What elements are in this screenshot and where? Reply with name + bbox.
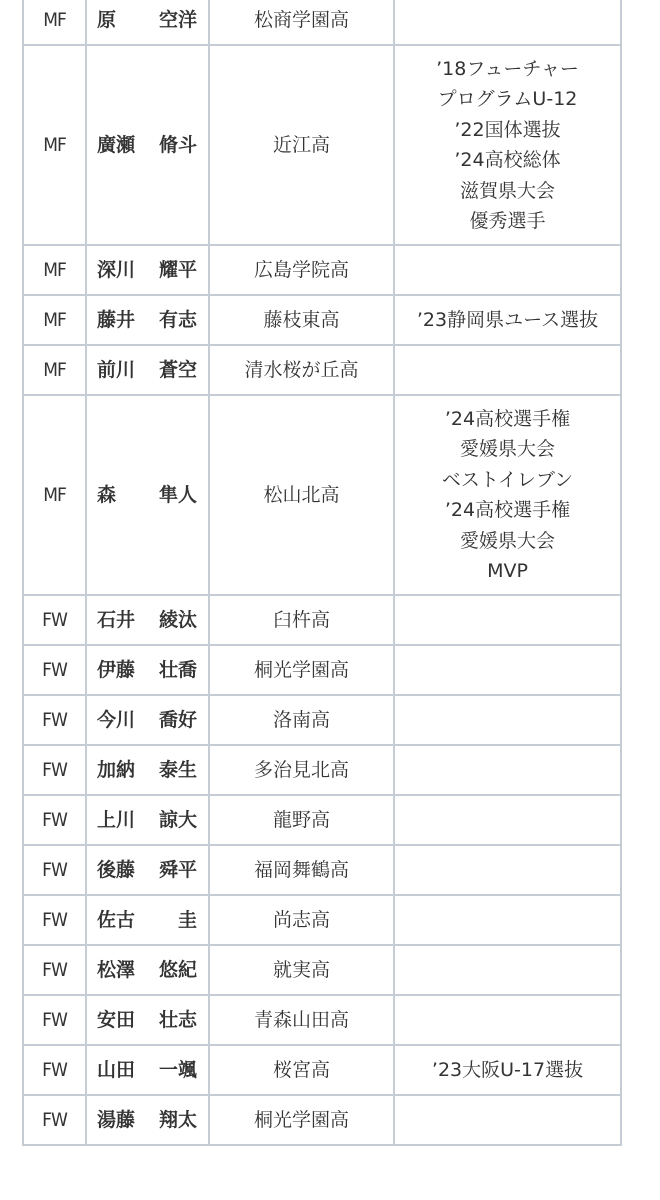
player-name-cell	[86, 695, 209, 745]
player-given-name: 壮喬	[158, 658, 197, 681]
notes-cell	[394, 845, 621, 895]
table-row	[23, 245, 621, 295]
player-given-name: 脩斗	[158, 133, 197, 156]
note-line: ベストイレブン	[441, 468, 574, 491]
notes-cell	[394, 595, 621, 645]
table-row	[23, 595, 621, 645]
player-name-cell	[86, 745, 209, 795]
player-name-cell	[86, 295, 209, 345]
player-name-cell	[86, 395, 209, 595]
player-given-name: 喬好	[158, 708, 197, 731]
table-row	[23, 395, 621, 595]
player-family-name: 松澤	[97, 958, 136, 981]
note-line: ’23大阪U-17選抜	[431, 1058, 584, 1081]
player-given-name: 空洋	[158, 8, 197, 31]
position-cell: FW	[23, 695, 86, 745]
position-cell: FW	[23, 995, 86, 1045]
table-row	[23, 895, 621, 945]
player-given-name: 綾汰	[158, 608, 197, 631]
table-row	[23, 645, 621, 695]
player-family-name: 後藤	[97, 858, 136, 881]
notes-cell	[394, 345, 621, 395]
player-name-cell	[86, 645, 209, 695]
position-cell: FW	[23, 945, 86, 995]
player-name-cell	[86, 1095, 209, 1145]
table-row	[23, 695, 621, 745]
player-family-name: 前川	[97, 358, 136, 381]
player-given-name: 壮志	[158, 1008, 197, 1031]
position-cell: MF	[23, 345, 86, 395]
notes-cell	[394, 995, 621, 1045]
player-family-name: 原	[97, 8, 117, 31]
player-family-name: 佐古	[97, 908, 136, 931]
player-roster-table	[22, 0, 622, 1146]
note-line: ’22国体選抜	[454, 118, 561, 141]
player-given-name: 隼人	[158, 483, 197, 506]
player-name-cell	[86, 45, 209, 245]
note-line: ’24高校選手権	[444, 407, 571, 430]
table-row	[23, 945, 621, 995]
school-cell: 福岡舞鶴高	[209, 845, 394, 895]
player-family-name: 加納	[97, 758, 136, 781]
table-row	[23, 1095, 621, 1145]
table-row	[23, 1045, 621, 1095]
player-family-name: 深川	[97, 258, 136, 281]
player-given-name: 翔太	[158, 1108, 197, 1131]
position-cell: FW	[23, 1095, 86, 1145]
player-name-cell	[86, 945, 209, 995]
table-row	[23, 345, 621, 395]
school-cell: 松商学園高	[209, 0, 394, 45]
school-cell: 龍野高	[209, 795, 394, 845]
school-cell: 広島学院高	[209, 245, 394, 295]
school-cell: 桐光学園高	[209, 1095, 394, 1145]
note-line: MVP	[487, 560, 528, 582]
position-cell: FW	[23, 895, 86, 945]
player-name-cell	[86, 845, 209, 895]
player-family-name: 山田	[97, 1058, 136, 1081]
notes-cell	[394, 895, 621, 945]
player-family-name: 森	[97, 483, 117, 506]
player-family-name: 藤井	[97, 308, 136, 331]
note-line: 愛媛県大会	[459, 438, 555, 460]
note-line: プログラムU-12	[437, 88, 578, 110]
player-given-name: 舜平	[158, 858, 197, 881]
player-given-name: 悠紀	[158, 958, 197, 981]
notes-cell	[394, 695, 621, 745]
player-family-name: 今川	[97, 708, 136, 731]
notes-cell	[394, 395, 621, 595]
position-cell: FW	[23, 645, 86, 695]
school-cell: 桐光学園高	[209, 645, 394, 695]
player-family-name: 伊藤	[97, 658, 136, 681]
school-cell: 松山北高	[209, 395, 394, 595]
school-cell: 尚志高	[209, 895, 394, 945]
school-cell: 清水桜が丘高	[209, 345, 394, 395]
position-cell: MF	[23, 245, 86, 295]
school-cell: 青森山田高	[209, 995, 394, 1045]
position-cell: MF	[23, 395, 86, 595]
player-given-name: 有志	[158, 308, 197, 331]
player-given-name: 諒大	[158, 808, 197, 831]
player-name-cell	[86, 895, 209, 945]
school-cell: 藤枝東高	[209, 295, 394, 345]
note-line: ’24高校選手権	[444, 499, 571, 521]
player-name-cell	[86, 995, 209, 1045]
position-cell: MF	[23, 45, 86, 245]
notes-cell	[394, 295, 621, 345]
school-cell: 臼杵高	[209, 595, 394, 645]
school-cell: 就実高	[209, 945, 394, 995]
note-line: 愛媛県大会	[459, 529, 555, 552]
position-cell: MF	[23, 295, 86, 345]
player-family-name: 安田	[97, 1008, 136, 1031]
table-row	[23, 845, 621, 895]
position-cell: FW	[23, 745, 86, 795]
notes-cell	[394, 0, 621, 45]
table-row	[23, 295, 621, 345]
notes-cell	[394, 945, 621, 995]
note-line: ’18フューチャー	[436, 57, 579, 80]
notes-cell	[394, 745, 621, 795]
position-cell: FW	[23, 1045, 86, 1095]
school-cell: 桜宮高	[209, 1045, 394, 1095]
table-row	[23, 995, 621, 1045]
position-cell: FW	[23, 795, 86, 845]
table-row	[23, 795, 621, 845]
notes-cell	[394, 1095, 621, 1145]
player-name-cell	[86, 1045, 209, 1095]
player-given-name: 泰生	[158, 758, 197, 781]
note-line: ’23静岡県ユース選抜	[416, 308, 599, 331]
notes-cell	[394, 645, 621, 695]
notes-cell	[394, 795, 621, 845]
note-line: 優秀選手	[469, 210, 546, 232]
position-cell: FW	[23, 595, 86, 645]
table-row	[23, 745, 621, 795]
table-row	[23, 45, 621, 245]
table-row	[23, 0, 621, 45]
note-line: 滋賀県大会	[459, 179, 555, 202]
school-cell: 洛南高	[209, 695, 394, 745]
player-given-name: 蒼空	[158, 358, 197, 381]
notes-cell	[394, 45, 621, 245]
player-family-name: 石井	[97, 608, 136, 631]
player-name-cell	[86, 345, 209, 395]
notes-cell	[394, 1045, 621, 1095]
player-name-cell	[86, 795, 209, 845]
notes-cell	[394, 245, 621, 295]
player-name-cell	[86, 0, 209, 45]
player-name-cell	[86, 245, 209, 295]
note-line: ’24高校総体	[454, 149, 561, 171]
position-cell: FW	[23, 845, 86, 895]
player-name-cell	[86, 595, 209, 645]
school-cell: 多治見北高	[209, 745, 394, 795]
player-given-name: 耀平	[158, 258, 197, 281]
school-cell: 近江高	[209, 45, 394, 245]
position-cell: MF	[23, 0, 86, 45]
player-given-name: 一颯	[158, 1058, 197, 1081]
player-family-name: 湯藤	[97, 1108, 136, 1131]
player-roster-body	[23, 0, 621, 1145]
player-given-name: 圭	[177, 908, 197, 931]
player-family-name: 上川	[97, 808, 136, 831]
player-family-name: 廣瀬	[97, 133, 136, 156]
